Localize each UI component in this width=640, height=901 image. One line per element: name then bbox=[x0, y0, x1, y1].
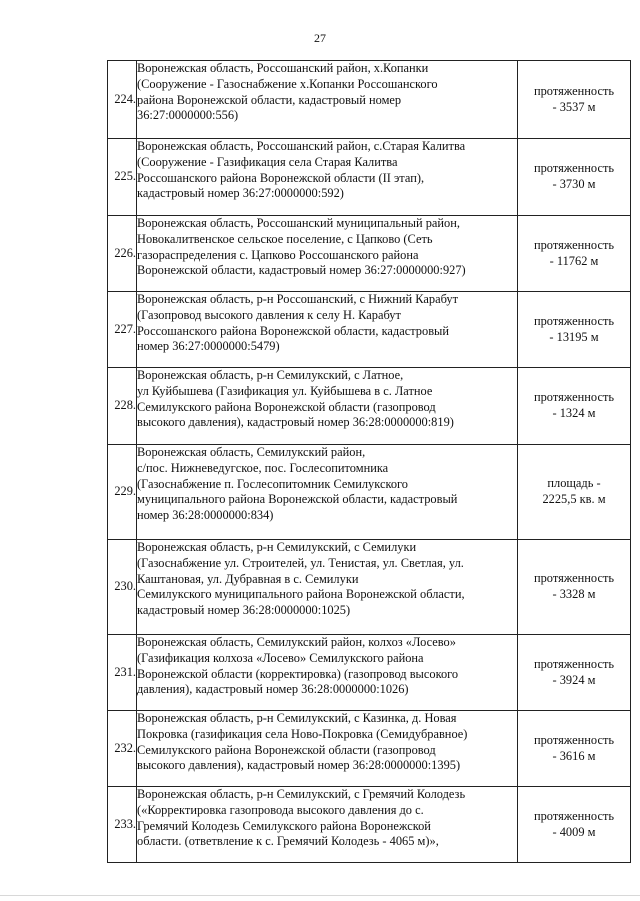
table-row bbox=[108, 216, 631, 292]
table-row bbox=[108, 61, 631, 139]
row-number: 228. bbox=[108, 368, 137, 445]
table-row bbox=[108, 445, 631, 540]
description-line: с/пос. Нижневедугское, пос. Гослесопитомника bbox=[137, 460, 389, 475]
description-line: Семилукского муниципального района Воронежской области, bbox=[137, 587, 465, 602]
object-description bbox=[137, 787, 518, 863]
size-line: протяженность bbox=[533, 313, 615, 328]
size-line: - 3537 м bbox=[552, 99, 596, 114]
size-line: протяженность bbox=[533, 732, 615, 747]
object-description bbox=[137, 292, 518, 368]
size-line: площадь - bbox=[547, 476, 601, 491]
description-line: ул Куйбышева (Газификация ул. Куйбышева в с. Латное bbox=[137, 383, 433, 398]
size-line: - 4009 м bbox=[552, 824, 596, 839]
description-line: Воронежская область, Семилукский район, bbox=[137, 445, 366, 459]
description-line: 36:27:0000000:556) bbox=[137, 108, 239, 123]
description-line: (Газификация колхоза «Лосево» Семилукского района bbox=[137, 650, 424, 665]
page-number: 27 bbox=[314, 31, 326, 45]
row-number: 227. bbox=[108, 292, 137, 368]
description-line: Новокалитвенское сельское поселение, с Цапково (Сеть bbox=[137, 231, 433, 246]
registry-table-body bbox=[108, 61, 631, 863]
size-line: протяженность bbox=[533, 571, 615, 586]
description-line: муниципального района Воронежской области, кадастровый bbox=[137, 492, 458, 507]
object-description bbox=[137, 61, 518, 139]
size-line: - 1324 м bbox=[552, 406, 596, 420]
description-line: кадастровый номер 36:28:0000000:1025) bbox=[137, 603, 351, 618]
size-line: протяженность bbox=[533, 237, 615, 252]
object-description bbox=[137, 635, 518, 711]
description-line: Воронежская область, Семилукский район, колхоз «Лосево» bbox=[137, 635, 456, 649]
table-row bbox=[108, 139, 631, 216]
object-description bbox=[137, 368, 518, 445]
description-line: Россошанского района Воронежской области, кадастровый bbox=[137, 323, 449, 338]
size-line: протяженность bbox=[533, 656, 615, 671]
size-line: - 3730 м bbox=[552, 177, 596, 191]
object-description bbox=[137, 139, 518, 216]
description-line: Воронежская область, р-н Россошанский, с Нижний Карабут bbox=[137, 292, 459, 306]
description-line: давления), кадастровый номер 36:28:0000000:1026) bbox=[137, 682, 409, 697]
row-number: 231. bbox=[108, 635, 137, 711]
object-size bbox=[518, 368, 631, 445]
table-row bbox=[108, 292, 631, 368]
table-row bbox=[108, 368, 631, 445]
row-number: 233. bbox=[108, 787, 137, 863]
description-line: высокого давления), кадастровый номер 36:28:0000000:1395) bbox=[137, 758, 461, 773]
table-row bbox=[108, 540, 631, 635]
row-number: 224. bbox=[108, 61, 137, 139]
size-line: - 13195 м bbox=[549, 329, 599, 344]
description-line: Покровка (газификация села Ново-Покровка (Семидубравное) bbox=[137, 726, 468, 741]
description-line: кадастровый номер 36:27:0000000:592) bbox=[137, 186, 344, 201]
description-line: района Воронежской области, кадастровый номер bbox=[137, 92, 402, 107]
table-row bbox=[108, 787, 631, 863]
object-size bbox=[518, 711, 631, 787]
object-size bbox=[518, 445, 631, 540]
row-number: 225. bbox=[108, 139, 137, 216]
description-line: Гремячий Колодезь Семилукского района Воронежской bbox=[137, 818, 431, 833]
size-line: протяженность bbox=[533, 161, 615, 176]
description-line: номер 36:28:0000000:834) bbox=[137, 508, 274, 523]
description-line: (Газоснабжение ул. Строителей, ул. Тенистая, ул. Светлая, ул. bbox=[137, 555, 464, 570]
object-description bbox=[137, 711, 518, 787]
description-line: газораспределения с. Цапково Россошанского района bbox=[137, 247, 419, 262]
object-description bbox=[137, 216, 518, 292]
description-line: Россошанского района Воронежской области (II этап), bbox=[137, 170, 425, 185]
row-number: 226. bbox=[108, 216, 137, 292]
row-number: 232. bbox=[108, 711, 137, 787]
object-description bbox=[137, 445, 518, 540]
description-line: Воронежская область, Россошанский район, х.Копанки bbox=[137, 61, 429, 75]
size-line: протяженность bbox=[533, 808, 615, 823]
description-line: Воронежская область, Россошанский район, с.Старая Калитва bbox=[137, 139, 466, 153]
description-line: (Газопровод высокого давления к селу Н. Карабут bbox=[137, 307, 401, 322]
object-size bbox=[518, 61, 631, 139]
description-line: Воронежская область, р-н Семилукский, с Семилуки bbox=[137, 540, 417, 554]
size-line: протяженность bbox=[533, 83, 615, 98]
row-number: 230. bbox=[108, 540, 137, 635]
object-size bbox=[518, 216, 631, 292]
description-line: (Газоснабжение п. Гослесопитомник Семилукского bbox=[137, 476, 409, 491]
property-registry-table bbox=[107, 60, 631, 863]
description-line: номер 36:27:0000000:5479) bbox=[137, 339, 280, 354]
description-line: (Сооружение - Газификация села Старая Калитва bbox=[137, 154, 398, 169]
scan-edge-line bbox=[0, 895, 640, 896]
description-line: («Корректировка газопровода высокого давления до с. bbox=[137, 802, 424, 817]
description-line: области. (ответвление к с. Гремячий Колодезь - 4065 м)», bbox=[137, 834, 439, 849]
description-line: (Сооружение - Газоснабжение х.Копанки Россошанского bbox=[137, 76, 438, 91]
table-row bbox=[108, 635, 631, 711]
description-line: Воронежской области, кадастровый номер 36:27:0000000:927) bbox=[137, 263, 466, 278]
description-line: Каштановая, ул. Дубравная в с. Семилуки bbox=[137, 571, 359, 586]
description-line: Воронежской области (корректировка) (газопровод высокого bbox=[137, 666, 459, 681]
description-line: Воронежская область, р-н Семилукский, с Казинка, д. Новая bbox=[137, 711, 457, 725]
description-line: Воронежская область, р-н Семилукский, с Латное, bbox=[137, 368, 404, 382]
size-line: протяженность bbox=[533, 390, 615, 405]
object-size bbox=[518, 635, 631, 711]
object-size bbox=[518, 540, 631, 635]
description-line: Семилукского района Воронежской области (газопровод bbox=[137, 742, 436, 757]
description-line: Семилукского района Воронежской области (газопровод bbox=[137, 399, 436, 414]
object-size bbox=[518, 139, 631, 216]
table-row bbox=[108, 711, 631, 787]
description-line: Воронежская область, р-н Семилукский, с Гремячий Колодезь bbox=[137, 787, 466, 801]
row-number: 229. bbox=[108, 445, 137, 540]
description-line: высокого давления), кадастровый номер 36:28:0000000:819) bbox=[137, 415, 454, 430]
size-line: - 3616 м bbox=[552, 748, 596, 763]
object-description bbox=[137, 540, 518, 635]
size-line: - 11762 м bbox=[549, 253, 599, 268]
size-line: - 3328 м bbox=[552, 587, 596, 601]
description-line: Воронежская область, Россошанский муниципальный район, bbox=[137, 216, 460, 230]
size-line: - 3924 м bbox=[552, 672, 596, 687]
size-line: 2225,5 кв. м bbox=[542, 492, 606, 506]
object-size bbox=[518, 292, 631, 368]
object-size bbox=[518, 787, 631, 863]
